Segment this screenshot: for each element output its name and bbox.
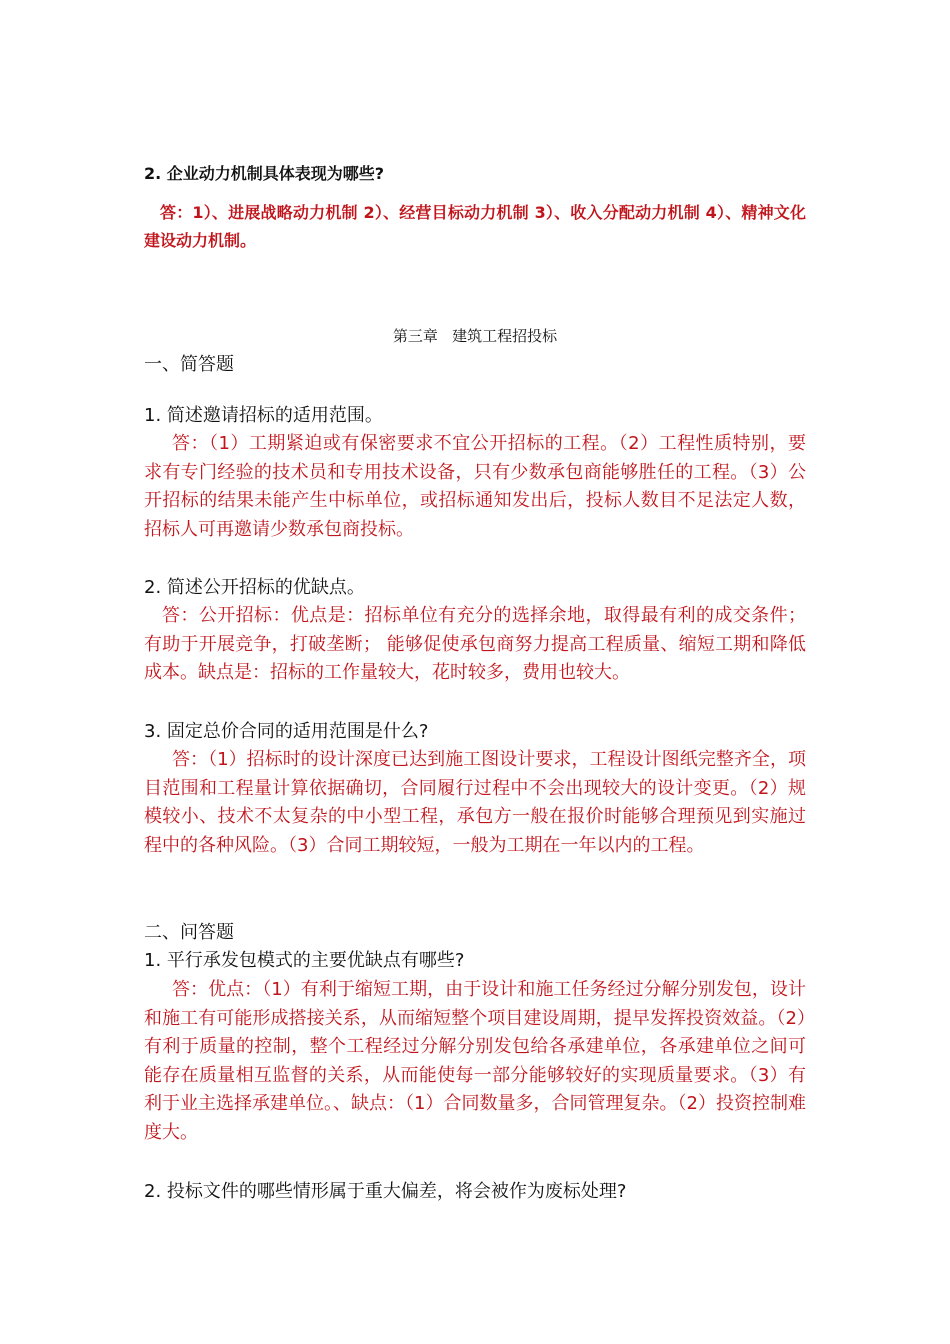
- answer-power-mechanism: 答：1）、进展战略动力机制 2）、经营目标动力机制 3）、收入分配动力机制 4）、精神文化建设动力机制。: [144, 203, 806, 250]
- question-open-bidding-pros-cons: 2. 简述公开招标的优缺点。: [144, 577, 365, 598]
- answer-invited-bidding-scope: 答：（1）工期紧迫或有保密要求不宜公开招标的工程。（2）工程性质特别，要求有专门经验的技术员和专用技术设备，只有少数承包商能够胜任的工程。（3）公开招标的结果未能产生中标单位，或招标通知发出后，投标人数目不足法定人数，招标人可再邀请少数承包商投标。: [144, 433, 806, 540]
- question-fixed-price-contract-scope: 3. 固定总价合同的适用范围是什么?: [144, 721, 429, 742]
- answer-fixed-price-contract-scope: 答：（1）招标时的设计深度已达到施工图设计要求，工程设计图纸完整齐全，项目范围和工程量计算依据确切，合同履行过程中不会出现较大的设计变更。（2）规模较小、技术不太复杂的中小型工程，承包方一般在报价时能够合理预见到实施过程中的各种风险。（3）合同工期较短，一般为工期在一年以内的工程。: [144, 749, 806, 856]
- section-heading-essay-questions: 二、问答题: [144, 922, 234, 943]
- question-parallel-contracting: 1. 平行承发包模式的主要优缺点有哪些?: [144, 950, 465, 971]
- section-heading-short-answer: 一、简答题: [144, 354, 234, 375]
- answer-parallel-contracting: 答：优点：（1）有利于缩短工期，由于设计和施工任务经过分解分别发包，设计和施工有可能形成搭接关系，从而缩短整个项目建设周期，提早发挥投资效益。（2）有利于质量的控制，整个工程经过分解分别发包给各承建单位，各承建单位之间可能存在质量相互监督的关系，从而能使每一部分能够较好的实现质量要求。（3）有利于业主选择承建单位。、缺点：（1）合同数量多，合同管理复杂。（2）投资控制难度大。: [144, 979, 806, 1143]
- question-power-mechanism: 2. 企业动力机制具体表现为哪些?: [144, 164, 385, 183]
- answer-open-bidding-pros-cons: 答：公开招标：优点是：招标单位有充分的选择余地，取得最有利的成交条件；有助于开展竞争，打破垄断； 能够促使承包商努力提高工程质量、缩短工期和降低成本。缺点是：招标的工作量较大，花时较多，费用也较大。: [144, 605, 806, 683]
- chapter-title: 第三章 建筑工程招投标: [392, 327, 558, 345]
- question-major-deviation: 2. 投标文件的哪些情形属于重大偏差，将会被作为废标处理?: [144, 1181, 627, 1202]
- question-invited-bidding-scope: 1. 简述邀请招标的适用范围。: [144, 405, 383, 426]
